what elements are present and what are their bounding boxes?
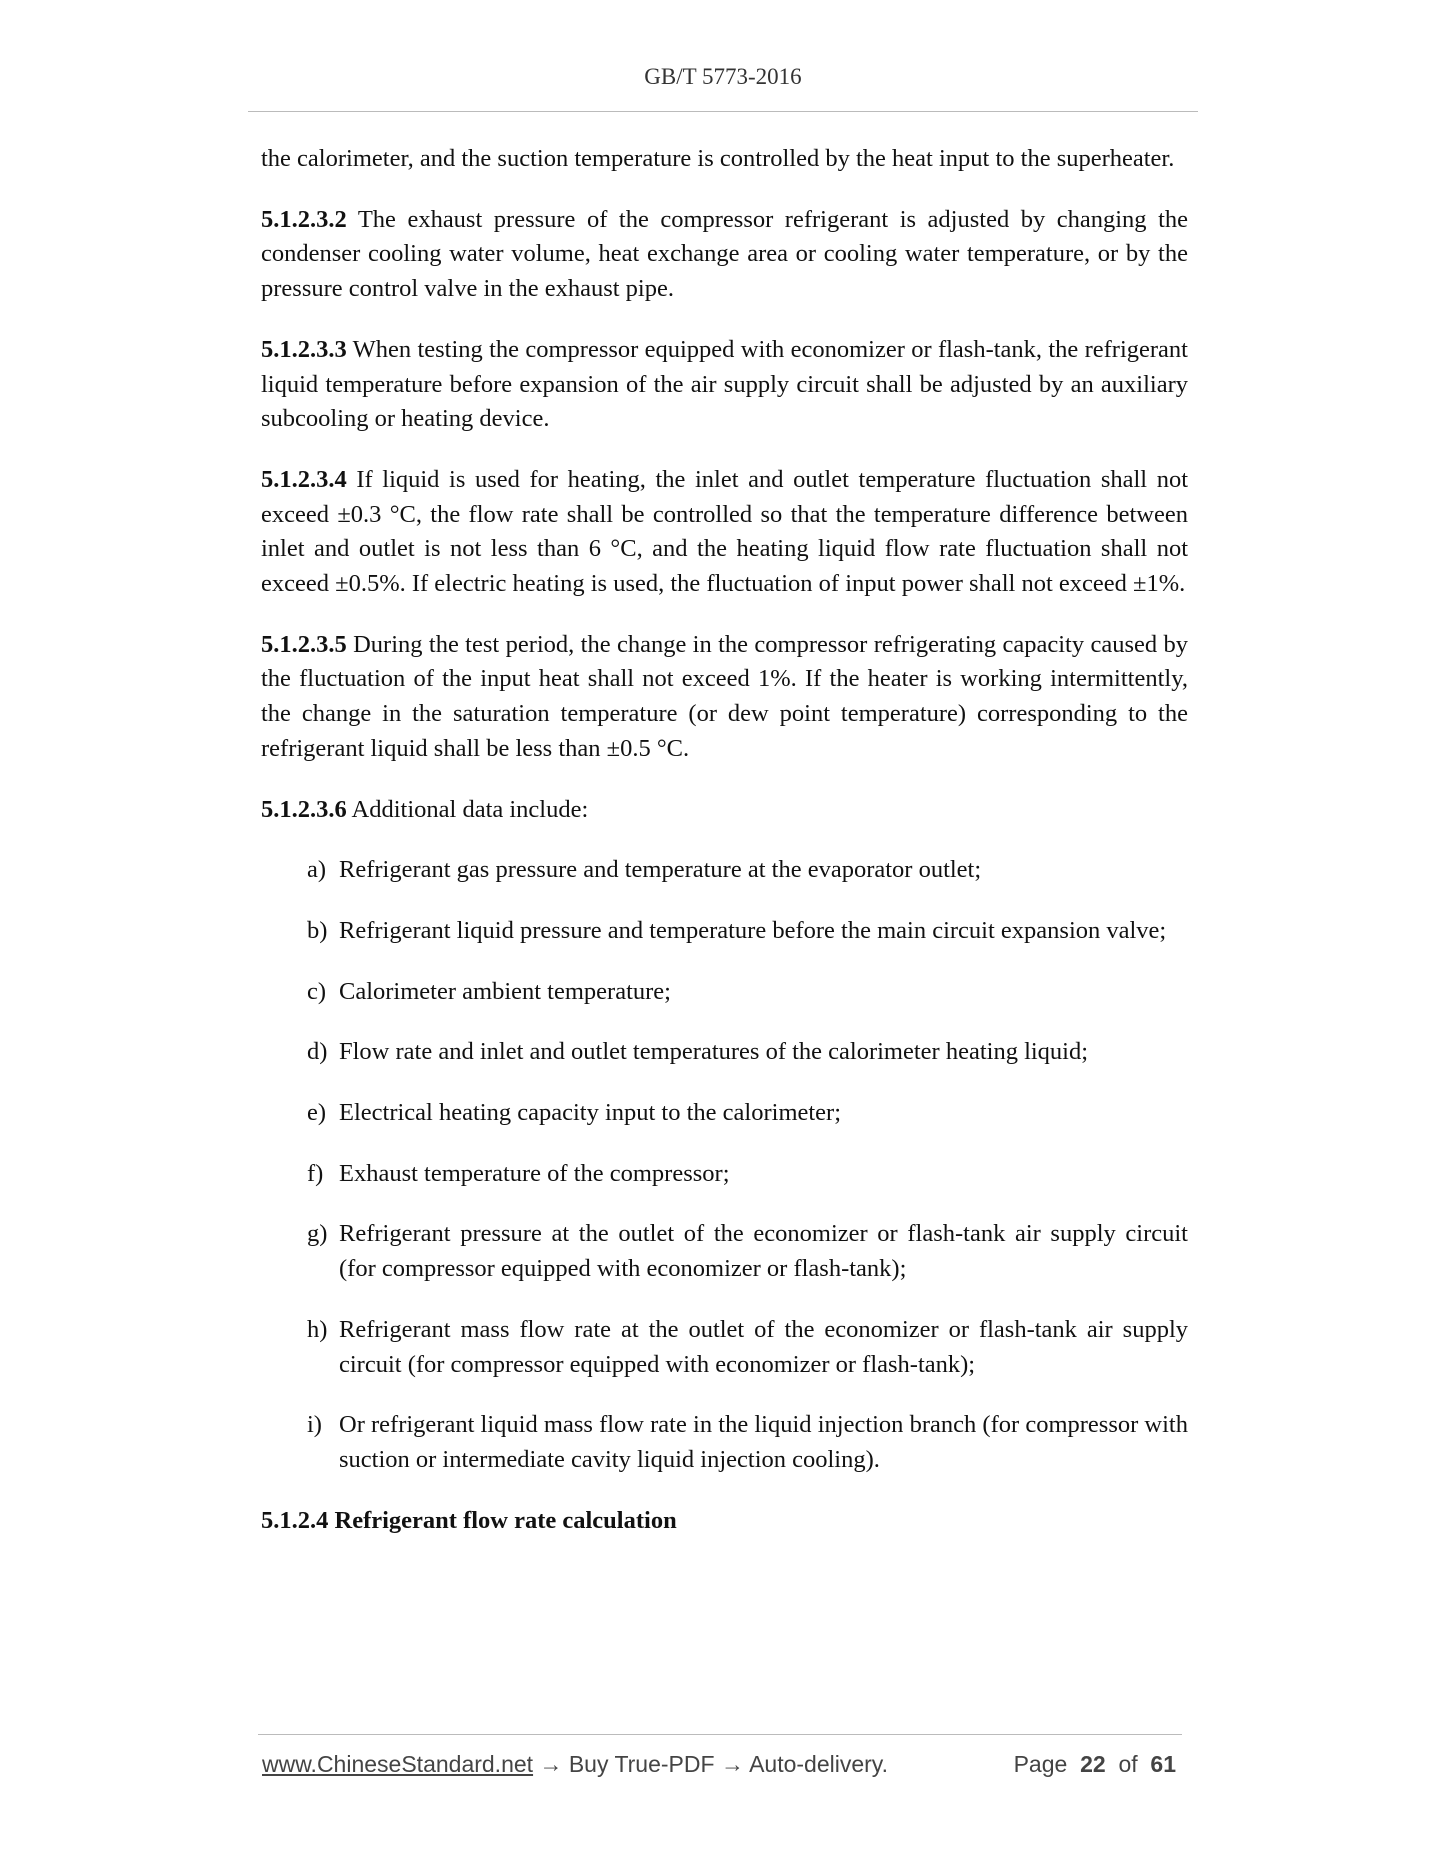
clause-5-1-2-3-4 [261, 463, 1188, 602]
document-header: GB/T 5773-2016 [644, 64, 802, 89]
list-item-text: Flow rate and inlet and outlet temperatures of the calorimeter heating liquid; [339, 1038, 1089, 1066]
total-pages-number: 61 [1150, 1751, 1176, 1777]
clause-number: 5.1.2.3.6 [261, 795, 347, 823]
list-item [261, 1157, 1188, 1192]
list-item [261, 1096, 1188, 1131]
page-indicator [1014, 1751, 1176, 1778]
list-marker: c) [307, 977, 327, 1005]
list-marker: i) [307, 1411, 322, 1439]
footer-promo [262, 1751, 888, 1778]
clause-number: 5.1.2.3.2 [261, 205, 347, 233]
list-marker: b) [307, 916, 328, 944]
current-page-number: 22 [1080, 1751, 1106, 1777]
paragraph-continued [261, 142, 1188, 177]
list-item-text: Refrigerant liquid pressure and temperature before the main circuit expansion valve; [339, 916, 1167, 944]
clause-5-1-2-3-3 [261, 333, 1188, 437]
clause-text: During the test period, the change in the compressor refrigerating capacity caused by the fluctuation of the input heat shall not exceed 1%. If the heater is working intermittently, the change in the saturation temperature (or dew point temperature) corresponding to the refrigerant liquid shall be less than ±0.5 °C. [261, 630, 1188, 762]
clause-text: The exhaust pressure of the compressor refrigerant is adjusted by changing the condenser cooling water volume, heat exchange area or cooling water temperature, or by the pressure control valve in the exhaust pipe. [261, 205, 1188, 303]
list-item [261, 1035, 1188, 1070]
list-item [261, 853, 1188, 888]
additional-data-list [261, 853, 1188, 1477]
clause-number: 5.1.2.3.3 [261, 335, 347, 363]
list-item-text: Refrigerant mass flow rate at the outlet of the economizer or flash-tank air supply circuit (for compressor equipped with economizer or flash-tank); [339, 1315, 1188, 1378]
list-marker: d) [307, 1038, 328, 1066]
arrow-right-icon: → [533, 1751, 569, 1777]
clause-text: When testing the compressor equipped with economizer or flash-tank, the refrigerant liquid temperature before expansion of the air supply circuit shall be adjusted by an auxiliary subcooling or heating device. [261, 335, 1188, 433]
auto-delivery-text: Auto-delivery. [749, 1751, 888, 1777]
header-divider [248, 111, 1198, 112]
page-body [261, 142, 1188, 1538]
list-marker: a) [307, 856, 327, 884]
arrow-right-icon: → [714, 1751, 750, 1777]
footer-divider [258, 1734, 1182, 1735]
page-label: Page [1013, 1751, 1068, 1777]
clause-number: 5.1.2.3.4 [261, 465, 347, 493]
list-marker: h) [307, 1315, 328, 1343]
list-marker: e) [307, 1099, 327, 1127]
page-of-label: of [1118, 1751, 1138, 1777]
clause-text: If liquid is used for heating, the inlet and outlet temperature fluctuation shall not exceed ±0.3 °C, the flow rate shall be controlled so that the temperature difference between inlet and outlet is not less than 6 °C, and the heating liquid flow rate fluctuation shall not exceed ±0.5%. If electric heating is used, the fluctuation of input power shall not exceed ±1%. [261, 465, 1188, 598]
list-item-text: Or refrigerant liquid mass flow rate in the liquid injection branch (for compressor with suction or intermediate cavity liquid injection cooling). [339, 1411, 1188, 1473]
list-item-text: Exhaust temperature of the compressor; [339, 1159, 730, 1187]
list-item-text: Refrigerant gas pressure and temperature at the evaporator outlet; [339, 856, 982, 884]
list-item [261, 1408, 1188, 1477]
section-heading: 5.1.2.4 Refrigerant flow rate calculation [261, 1506, 677, 1534]
list-item-text: Electrical heating capacity input to the calorimeter; [339, 1099, 842, 1127]
clause-number: 5.1.2.3.5 [261, 630, 347, 658]
list-item [261, 914, 1188, 949]
clause-5-1-2-3-6 [261, 793, 1188, 828]
clause-text: Additional data include: [346, 795, 589, 823]
list-item [261, 975, 1188, 1010]
list-marker: g) [307, 1220, 328, 1248]
clause-text: the calorimeter, and the suction temperature is controlled by the heat input to the superheater. [261, 145, 1175, 172]
list-item [261, 1217, 1188, 1286]
buy-pdf-text: Buy True-PDF [568, 1751, 715, 1777]
list-item [261, 1313, 1188, 1382]
clause-5-1-2-3-2 [261, 203, 1188, 307]
list-item-text: Refrigerant pressure at the outlet of the economizer or flash-tank air supply circuit (for compressor equipped with economizer or flash-tank); [339, 1220, 1188, 1283]
list-marker: f) [307, 1159, 324, 1187]
page-footer [262, 1751, 1182, 1787]
list-item-text: Calorimeter ambient temperature; [339, 977, 671, 1005]
website-link[interactable]: www.ChineseStandard.net [262, 1751, 534, 1777]
clause-5-1-2-3-5 [261, 628, 1188, 767]
